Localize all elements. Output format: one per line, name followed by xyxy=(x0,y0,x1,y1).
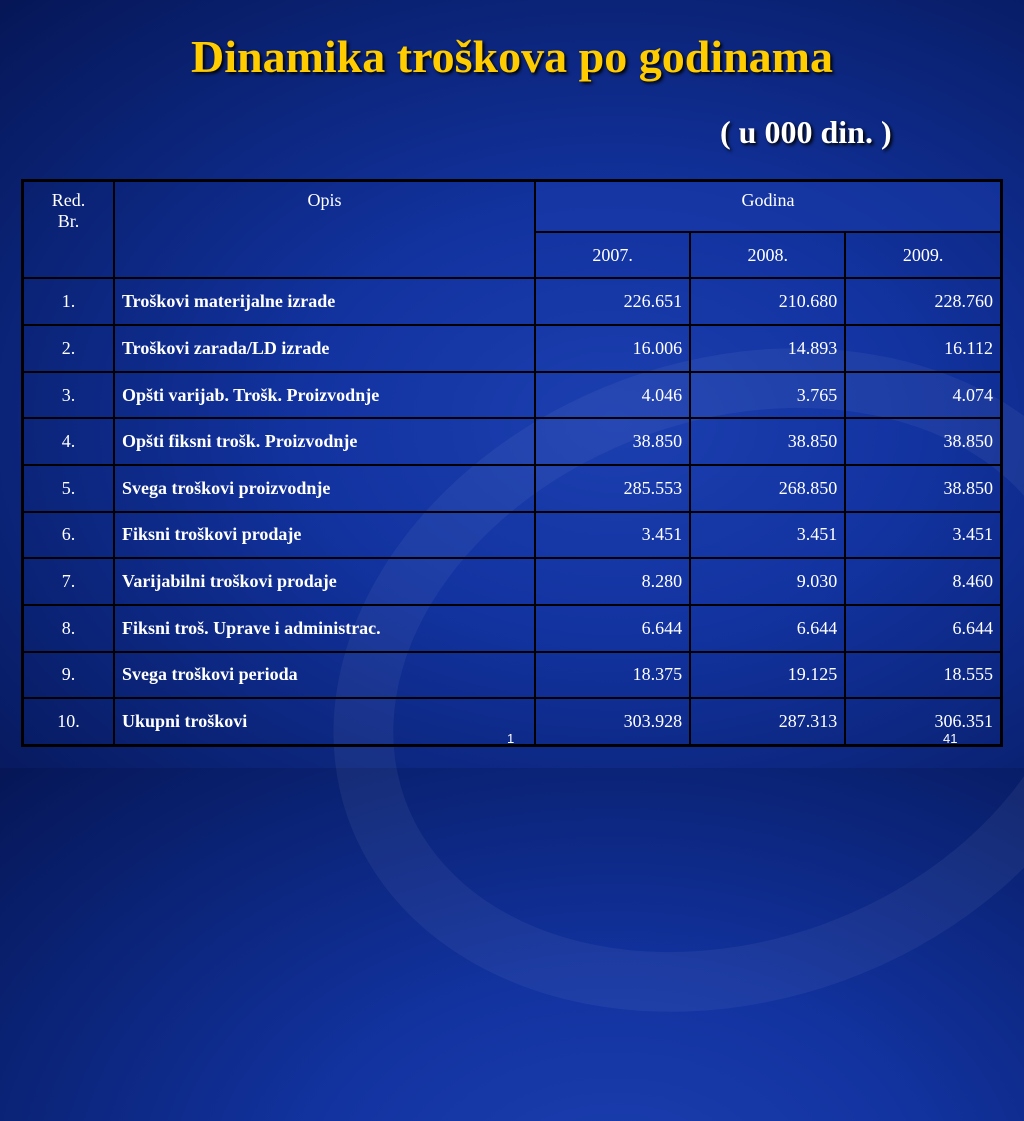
header-red-br: Red. Br. xyxy=(23,181,115,279)
value-2008: 9.030 xyxy=(690,558,845,605)
value-2007: 8.280 xyxy=(535,558,690,605)
value-2009: 18.555 xyxy=(845,652,1001,699)
table-row xyxy=(23,652,1002,699)
row-number: 6. xyxy=(23,512,115,559)
value-2009: 16.112 xyxy=(845,325,1001,372)
row-number: 3. xyxy=(23,372,115,419)
table-row xyxy=(23,605,1002,652)
table-row xyxy=(23,278,1002,325)
value-2007: 16.006 xyxy=(535,325,690,372)
row-description: Svega troškovi perioda xyxy=(114,652,535,699)
value-2009: 38.850 xyxy=(845,418,1001,465)
row-description: Troškovi zarada/LD izrade xyxy=(114,325,535,372)
row-description: Fiksni troš. Uprave i administrac. xyxy=(114,605,535,652)
value-2009: 228.760 xyxy=(845,278,1001,325)
value-2008: 14.893 xyxy=(690,325,845,372)
slide-subtitle: ( u 000 din. ) xyxy=(720,114,892,150)
value-2007: 6.644 xyxy=(535,605,690,652)
header-opis: Opis xyxy=(114,181,535,279)
row-description: Varijabilni troškovi prodaje xyxy=(114,558,535,605)
value-2007: 303.928 xyxy=(535,698,690,745)
table-row xyxy=(23,465,1002,512)
table-row xyxy=(23,372,1002,419)
value-2008: 6.644 xyxy=(690,605,845,652)
table-header-row xyxy=(23,181,1002,232)
row-number: 7. xyxy=(23,558,115,605)
row-description: Opšti varijab. Trošk. Proizvodnje xyxy=(114,372,535,419)
value-2009: 3.451 xyxy=(845,512,1001,559)
header-year-2007: 2007. xyxy=(535,232,690,279)
cost-table xyxy=(21,179,1003,747)
value-2009: 38.850 xyxy=(845,465,1001,512)
footer-number-left: 1 xyxy=(507,731,515,746)
row-description: Troškovi materijalne izrade xyxy=(114,278,535,325)
value-2007: 3.451 xyxy=(535,512,690,559)
header-godina: Godina xyxy=(535,181,1002,232)
row-description: Opšti fiksni trošk. Proizvodnje xyxy=(114,418,535,465)
value-2007: 4.046 xyxy=(535,372,690,419)
row-description: Fiksni troškovi prodaje xyxy=(114,512,535,559)
row-description: Ukupni troškovi xyxy=(114,698,535,745)
table-row xyxy=(23,418,1002,465)
value-2009: 306.351 xyxy=(845,698,1001,745)
value-2008: 210.680 xyxy=(690,278,845,325)
table-row xyxy=(23,325,1002,372)
value-2008: 38.850 xyxy=(690,418,845,465)
value-2009: 4.074 xyxy=(845,372,1001,419)
row-description: Svega troškovi proizvodnje xyxy=(114,465,535,512)
table-row xyxy=(23,512,1002,559)
table-row xyxy=(23,558,1002,605)
value-2008: 3.765 xyxy=(690,372,845,419)
value-2009: 6.644 xyxy=(845,605,1001,652)
value-2007: 226.651 xyxy=(535,278,690,325)
value-2008: 19.125 xyxy=(690,652,845,699)
value-2007: 38.850 xyxy=(535,418,690,465)
row-number: 8. xyxy=(23,605,115,652)
value-2009: 8.460 xyxy=(845,558,1001,605)
value-2008: 3.451 xyxy=(690,512,845,559)
value-2008: 287.313 xyxy=(690,698,845,745)
row-number: 1. xyxy=(23,278,115,325)
slide-title: Dinamika troškova po godinama xyxy=(190,31,833,82)
footer-slide-number: 41 xyxy=(943,731,958,746)
value-2008: 268.850 xyxy=(690,465,845,512)
row-number: 4. xyxy=(23,418,115,465)
row-number: 2. xyxy=(23,325,115,372)
header-year-2009: 2009. xyxy=(845,232,1001,279)
row-number: 9. xyxy=(23,652,115,699)
value-2007: 285.553 xyxy=(535,465,690,512)
row-number: 10. xyxy=(23,698,115,745)
value-2007: 18.375 xyxy=(535,652,690,699)
row-number: 5. xyxy=(23,465,115,512)
header-year-2008: 2008. xyxy=(690,232,845,279)
